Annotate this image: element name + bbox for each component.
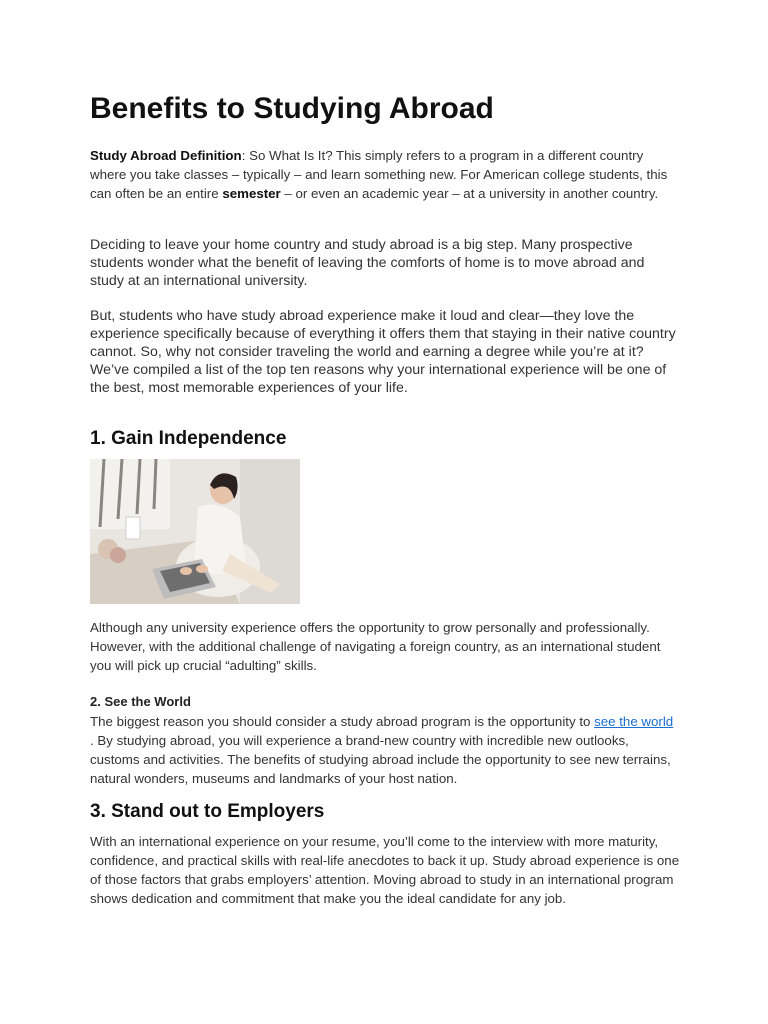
paragraph-experience: But, students who have study abroad experience make it loud and clear—they love the experience specifically because of everything it offers them that staying in their native country cannot. So, why not consider traveling the world and earning a degree while you’re at it? We’ve compiled a list of the top ten reasons why your international experience will be one of the best, most memorable experiences of your life.	[90, 308, 676, 396]
intro-paragraph	[90, 146, 680, 203]
section-1-heading: 1. Gain Independence	[90, 428, 287, 449]
page-title: Benefits to Studying Abroad	[90, 92, 494, 125]
section-2-text-1: The biggest reason you should consider a study abroad program is the opportunity to	[90, 714, 595, 729]
paragraph-decision: Deciding to leave your home country and study abroad is a big step. Many prospective students wonder what the benefit of leaving the comforts of home is to move abroad and study at an international university.	[90, 237, 645, 289]
section-1-body: Although any university experience offers the opportunity to grow personally and professionally. However, with the additional challenge of navigating a foreign country, as an international student you will pick up crucial “adulting” skills.	[90, 620, 661, 673]
see-the-world-link[interactable]: see the world	[594, 714, 674, 729]
section-2-body	[90, 712, 680, 788]
intro-text-2: – or even an academic year – at a university in another country.	[280, 186, 659, 201]
semester-bold: semester	[222, 186, 281, 201]
intro-text-1: : So What Is It? This simply refers to a program in a different country where you take classes – typically – and learn something new. For American college students, this can often be an entire	[90, 148, 668, 201]
definition-term: Study Abroad Definition	[90, 148, 242, 163]
student-laptop-photo	[90, 459, 300, 604]
section-3-body: With an international experience on your resume, you’ll come to the interview with more maturity, confidence, and practical skills with real-life anecdotes to back it up. Study abroad experience is one of those factors that grabs employers’ attention. Moving abroad to study in an international program shows dedication and commitment that make you the ideal candidate for any job.	[90, 834, 680, 906]
section-2-text-2: . By studying abroad, you will experience a brand-new country with incredible new outlooks, customs and activities. The benefits of studying abroad include the opportunity to see new terrains, natural wonders, museums and landmarks of your host nation.	[90, 733, 671, 786]
section-2-heading: 2. See the World	[90, 694, 191, 709]
section-3-heading: 3. Stand out to Employers	[90, 801, 325, 822]
